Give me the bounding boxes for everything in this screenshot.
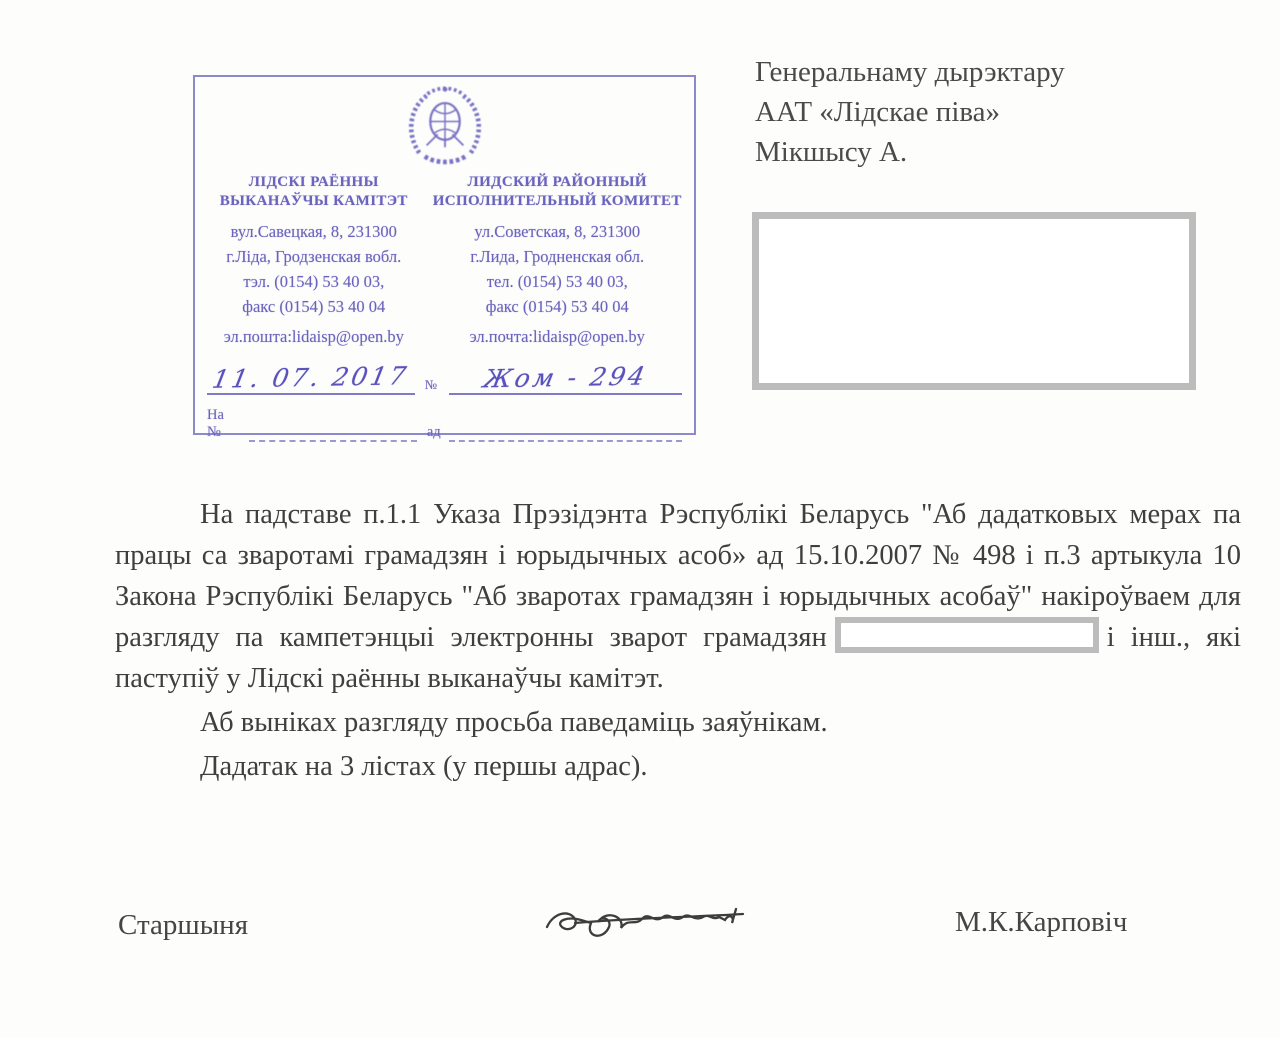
handwritten-number: Жом - 294 [480,361,651,394]
body-paragraph-2: Аб выніках разгляду просьба паведаміць заяўнікам. [200,707,828,738]
org-address-ru [425,219,690,319]
stamp-date-number-row [195,349,694,395]
fax-by: факс (0154) 53 40 04 [242,297,386,316]
number-sign-label: № [424,377,437,392]
addressee-name: Мікшысу А. [755,136,908,168]
stamp-columns [195,173,694,347]
address-city-by: г.Ліда, Гродзенская вобл. [226,247,402,266]
fax-ru: факс (0154) 53 40 04 [485,297,629,316]
handwritten-signature-icon [535,893,795,948]
addressee-company: ААТ «Лідскае піва» [755,96,1001,128]
address-city-ru: г.Лида, Гродненская обл. [470,247,645,266]
handwritten-date: 11. 07. 2017 [210,361,412,394]
letter-body [115,494,1241,787]
signer-position-title: Старшыня [118,909,249,941]
number-field [449,363,682,395]
org-address-by [203,219,425,319]
address-street-by: вул.Савецкая, 8, 231300 [230,222,397,241]
redacted-text-box [835,617,1099,653]
address-street-ru: ул.Советская, 8, 231300 [474,222,641,241]
addressee-position: Генеральнаму дырэктару [755,56,1065,88]
stamp-column-belarusian [195,173,425,347]
incoming-ref-blank-line [249,426,417,442]
stamp-column-russian [425,173,694,347]
paragraph-1-text-after: і інш., які паступіў у Лідскі раённы выканаўчы камітэт. [115,622,1241,694]
org-title-by-line2: ВЫКАНАЎЧЫ КАМІТЭТ [219,193,408,209]
body-paragraph-3: Дадатак на 3 лістах (у першы адрас). [200,751,648,782]
incoming-ref-label: На № [207,407,224,440]
redacted-address-box [752,212,1196,390]
addressee-block [755,52,1065,172]
paragraph-1-text-before: На падставе п.1.1 Указа Прэзідэнта Рэспублікі Беларусь "Аб дадатковых мерах па працы са зваротамі грамадзян і юрыдычных асоб» ад 15.10.2007 № 498 і п.3 артыкула 10 Закона Рэспублікі Беларусь "Аб зваротах грамадзян і юрыдычных асобаў" накіроўваем для разгляду па кампетэнцыі электронны зварот грамадзян [115,499,1241,653]
official-stamp [193,75,696,440]
email-ru: эл.почта:lidaisp@open.by [469,327,645,346]
email-by: эл.пошта:lidaisp@open.by [223,327,404,346]
from-date-label: ад [426,424,441,440]
stamp-incoming-ref-row [195,407,694,442]
org-title-ru-line1: ЛИДСКИЙ РАЙОННЫЙ [467,174,648,190]
date-field [207,363,415,395]
phone-ru: тел. (0154) 53 40 03, [486,272,628,291]
org-title-by-line1: ЛІДСКІ РАЁННЫ [248,174,379,190]
body-paragraph-1 [115,494,1241,699]
from-date-blank-line [449,426,682,442]
signer-name: М.К.Карповіч [955,906,1128,938]
coat-of-arms-icon [399,81,491,173]
phone-by: тэл. (0154) 53 40 03, [243,272,385,291]
org-title-ru-line2: ИСПОЛНИТЕЛЬНЫЙ КОМИТЕТ [432,193,682,209]
